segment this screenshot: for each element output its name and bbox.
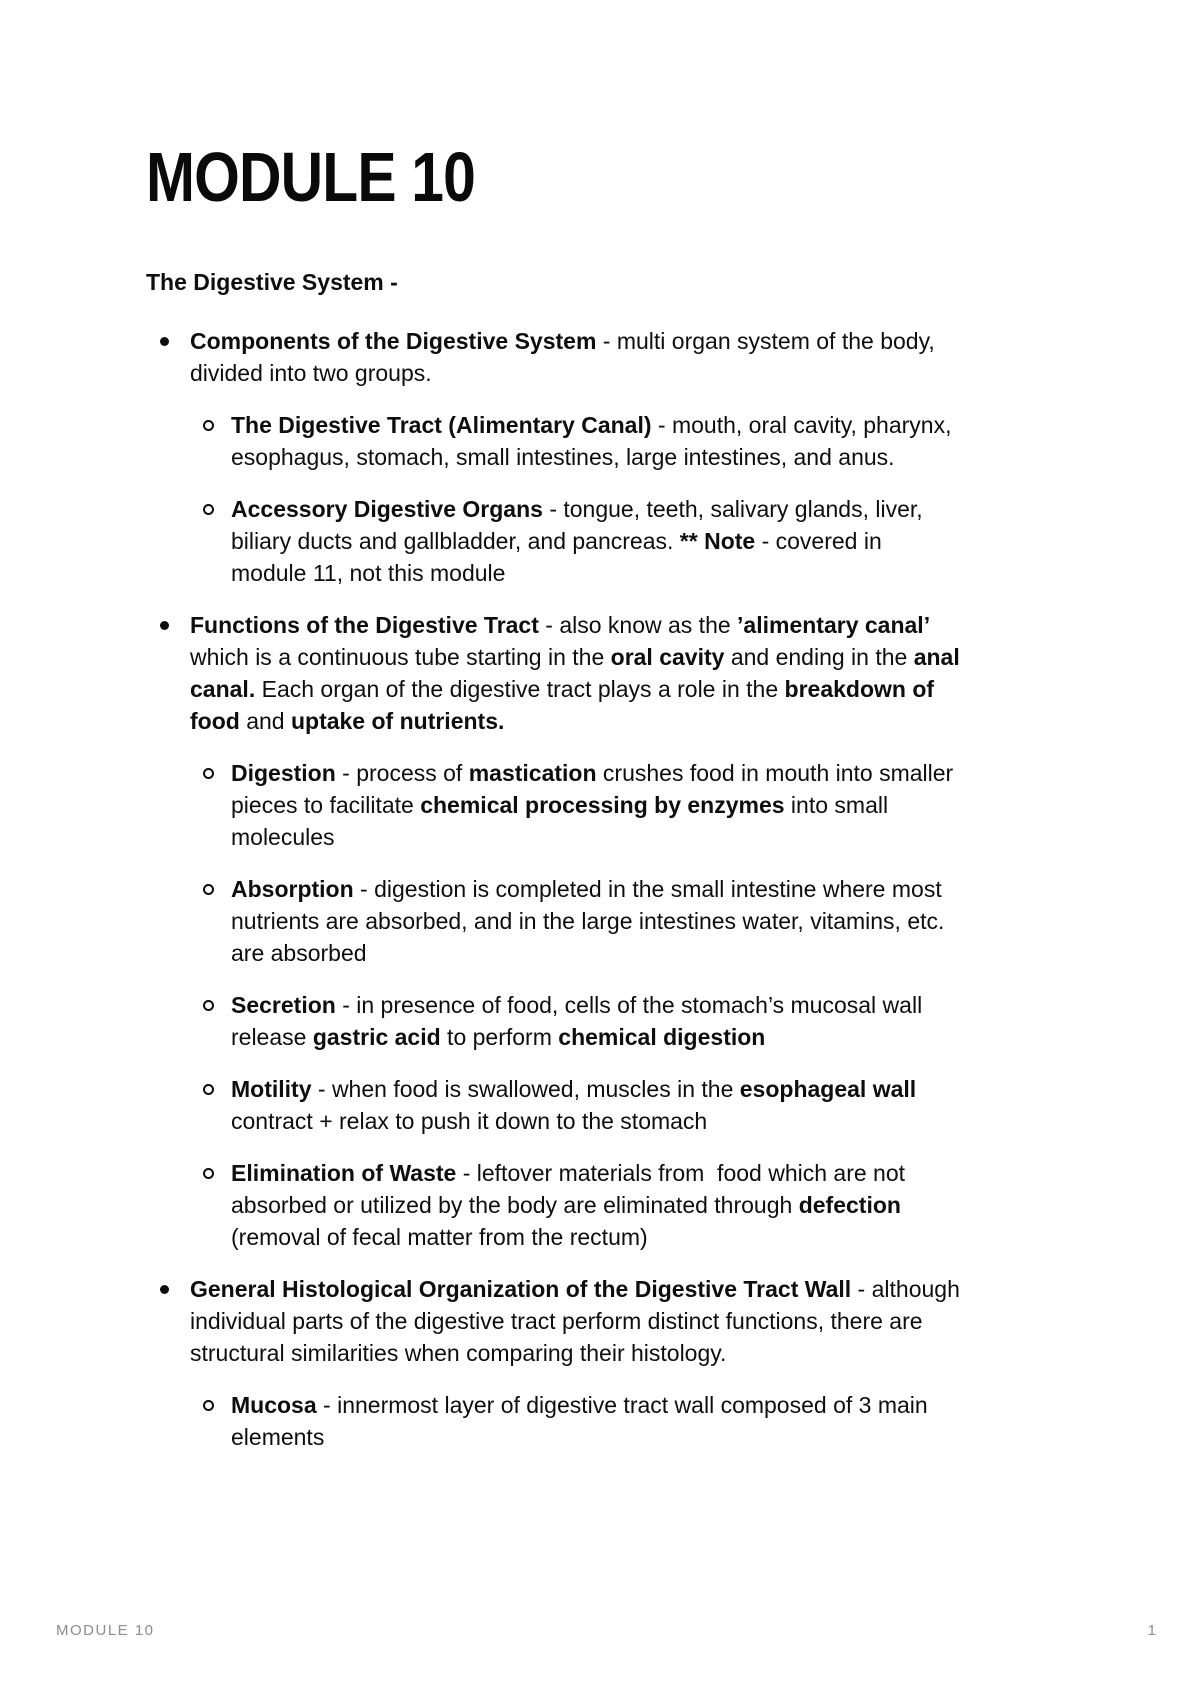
body-text: - innermost layer of digestive tract wall composed of 3 main [316,1392,928,1418]
bold-text: Mucosa [231,1392,317,1418]
text-line [231,1157,1200,1189]
bullet-circle-icon [203,1168,214,1179]
text-line [231,409,1200,441]
text-line [231,1189,1200,1221]
body-text: release [231,1024,313,1050]
list-item [0,609,1200,737]
bold-text: ** Note [679,528,756,554]
text-line [231,905,1200,937]
bold-text: canal. [190,676,256,702]
text-line [231,525,1200,557]
text-line [231,493,1200,525]
text-line [231,1021,1200,1053]
body-text: individual parts of the digestive tract perform distinct functions, there are [190,1308,923,1334]
body-text: into small [784,792,889,818]
bold-text: breakdown of [784,676,935,702]
text-line [231,873,1200,905]
list-item [0,873,1200,969]
text-line [231,821,1200,853]
text-line [231,789,1200,821]
bold-text: chemical processing by enzymes [420,792,785,818]
bold-text: defection [798,1192,901,1218]
text-line [231,989,1200,1021]
list-item [0,1389,1200,1453]
bold-text: chemical digestion [558,1024,766,1050]
body-text: which is a continuous tube starting in the [190,644,611,670]
text-line [231,1421,1200,1453]
body-text: - in presence of food, cells of the stomach’s mucosal wall [335,992,923,1018]
text-line [190,673,1200,705]
body-text: - also know as the [538,612,738,638]
body-text: molecules [231,824,335,850]
body-text: - process of [335,760,469,786]
bold-text: oral cavity [610,644,725,670]
body-text: biliary ducts and gallbladder, and pancreas. [231,528,680,554]
page-title: MODULE 10 [146,138,475,216]
body-text: module 11, not this module [231,560,506,586]
text-line [231,937,1200,969]
bullet-circle-icon [203,1084,214,1095]
bold-text: ’alimentary canal’ [737,612,931,638]
text-line [231,1221,1200,1253]
bullet-circle-icon [203,884,214,895]
text-line [190,609,1200,641]
list-item [0,757,1200,853]
text-line [190,705,1200,737]
bullet-dot-icon [160,337,169,346]
bullet-circle-icon [203,420,214,431]
body-text: crushes food in mouth into smaller [596,760,954,786]
body-text: - digestion is completed in the small intestine where most [353,876,942,902]
bold-text: Motility [231,1076,312,1102]
text-line [190,1305,1200,1337]
text-line [231,557,1200,589]
body-text: Each organ of the digestive tract plays a role in the [255,676,785,702]
bold-text: food [190,708,240,734]
body-text: - although [851,1276,960,1302]
body-text: - leftover materials from food which are not [456,1160,906,1186]
bold-text: anal [913,644,960,670]
bold-text: The Digestive Tract (Alimentary Canal) [231,412,652,438]
bold-text: General Histological Organization of the Digestive Tract Wall [190,1276,852,1302]
body-text: absorbed or utilized by the body are eliminated through [231,1192,799,1218]
bullet-list [0,325,1200,1453]
list-item [0,409,1200,473]
list-item [0,1073,1200,1137]
bold-text: Components of the Digestive System [190,328,597,354]
list-item [0,325,1200,389]
body-text: - when food is swallowed, muscles in the [311,1076,740,1102]
body-text: and ending in the [724,644,914,670]
bullet-circle-icon [203,1000,214,1011]
text-line [190,1337,1200,1369]
text-line [190,641,1200,673]
section-heading: The Digestive System - [146,269,398,295]
body-text: are absorbed [231,940,367,966]
text-line [231,757,1200,789]
footer-page-number: 1 [1147,1622,1156,1639]
body-text: - covered in [755,528,882,554]
body-text: nutrients are absorbed, and in the large intestines water, vitamins, etc. [231,908,945,934]
bold-text: Secretion [231,992,336,1018]
body-text: - multi organ system of the body, [596,328,935,354]
body-text: esophagus, stomach, small intestines, large intestines, and anus. [231,444,895,470]
body-text: - mouth, oral cavity, pharynx, [651,412,952,438]
body-text: structural similarities when comparing their histology. [190,1340,727,1366]
list-item [0,493,1200,589]
list-item [0,989,1200,1053]
list-item [0,1273,1200,1369]
bold-text: Functions of the Digestive Tract [190,612,539,638]
text-line [190,325,1200,357]
bullet-circle-icon [203,768,214,779]
bold-text: uptake of nutrients. [290,708,505,734]
bold-text: Digestion [231,760,336,786]
bold-text: esophageal wall [739,1076,917,1102]
bullet-circle-icon [203,504,214,515]
body-text: divided into two groups. [190,360,432,386]
bold-text: mastication [468,760,597,786]
bold-text: gastric acid [312,1024,441,1050]
body-text: and [239,708,291,734]
footer-module-label: MODULE 10 [56,1622,155,1639]
bullet-dot-icon [160,621,169,630]
body-text: - tongue, teeth, salivary glands, liver, [542,496,923,522]
body-text: pieces to facilitate [231,792,421,818]
bold-text: Elimination of Waste [231,1160,457,1186]
text-line [231,1073,1200,1105]
text-line [231,1105,1200,1137]
body-text: elements [231,1424,325,1450]
body-text: contract + relax to push it down to the stomach [231,1108,708,1134]
bold-text: Accessory Digestive Organs [231,496,543,522]
bullet-circle-icon [203,1400,214,1411]
text-line [190,357,1200,389]
bold-text: Absorption [231,876,354,902]
text-line [190,1273,1200,1305]
text-line [231,1389,1200,1421]
body-text: to perform [440,1024,559,1050]
bullet-dot-icon [160,1285,169,1294]
list-item [0,1157,1200,1253]
text-line [231,441,1200,473]
body-text: (removal of fecal matter from the rectum) [231,1224,648,1250]
